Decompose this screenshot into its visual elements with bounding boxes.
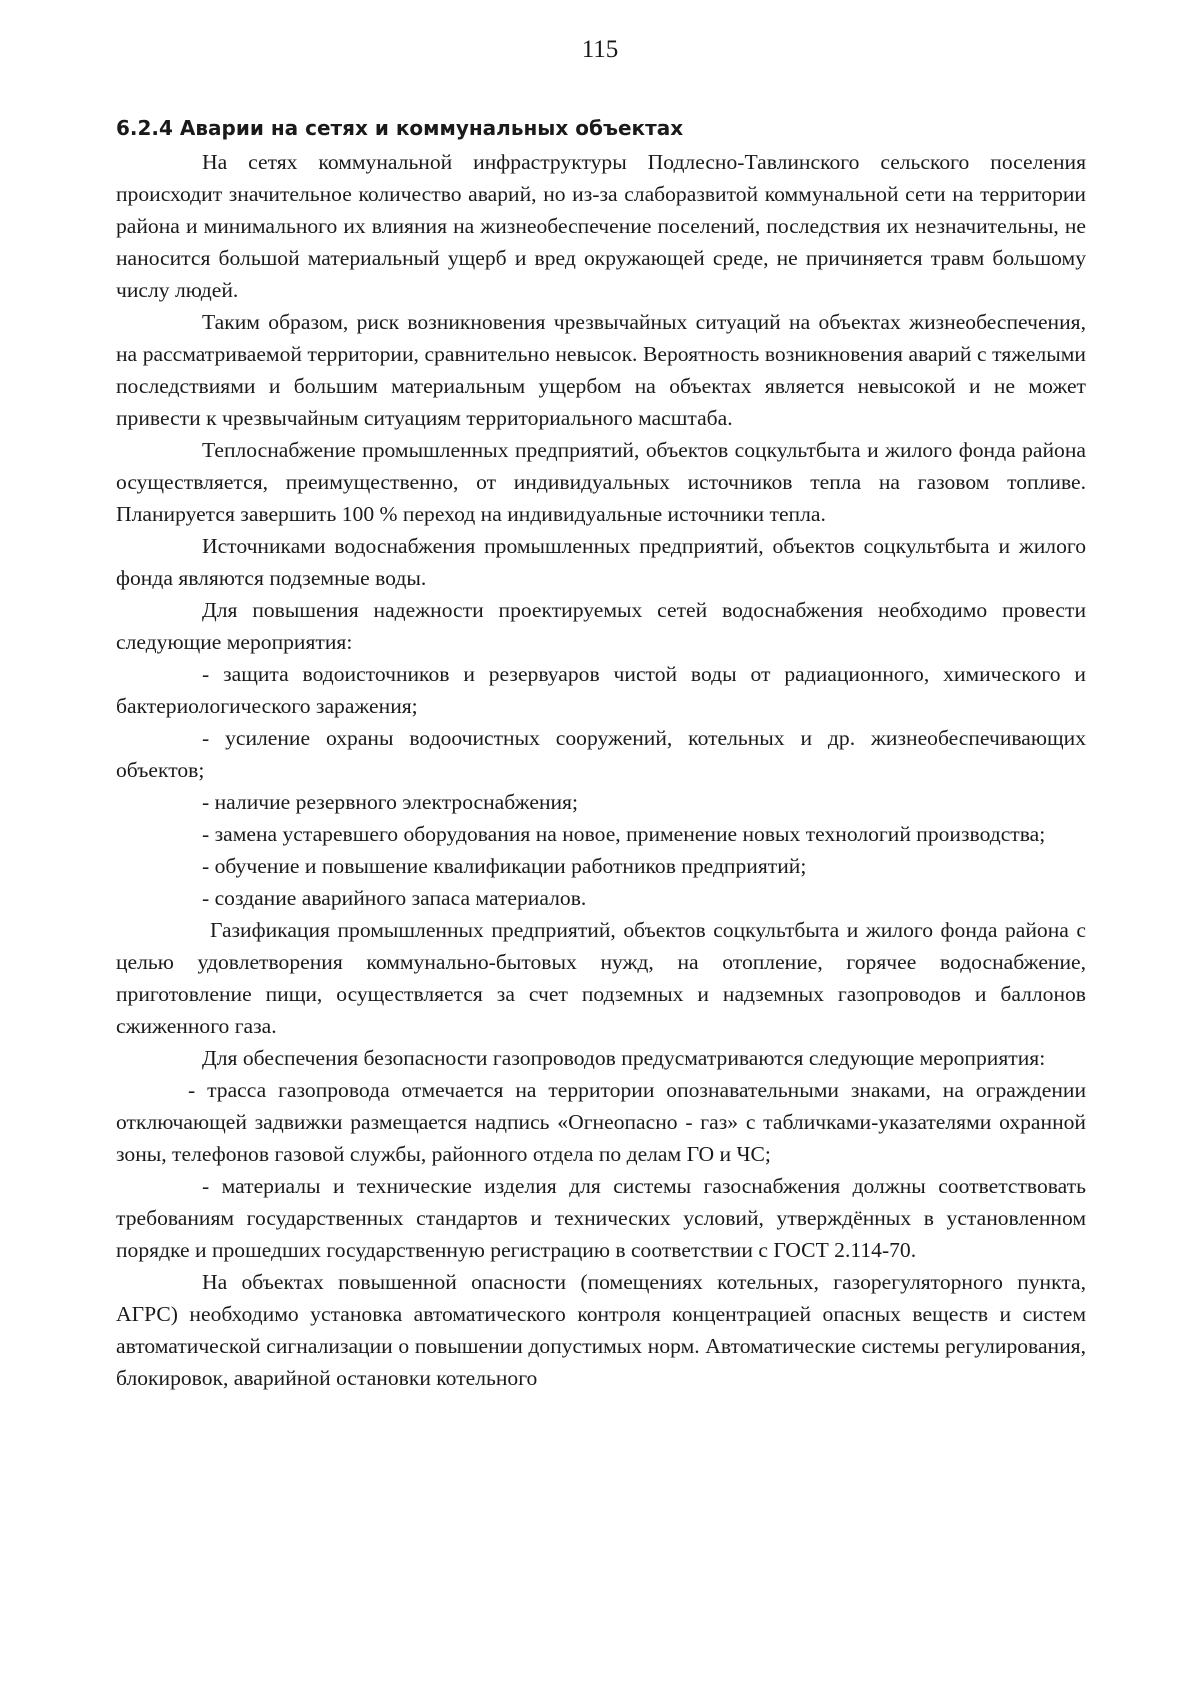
list-item: - создание аварийного запаса материалов.: [202, 886, 587, 910]
list-item: - трасса газопровода отмечается на территории опознавательными знаками, на ограждении отключающей задвижки размещается надпись «Огнеопасно - газ» с табличками-указателями охранной зоны, телефонов газовой службы, районного отдела по делам ГО и ЧС;: [116, 1078, 1086, 1166]
document-body: [116, 146, 1086, 1394]
list-item: - материалы и технические изделия для системы газоснабжения должны соответствовать требованиям государственных стандартов и технических условий, утверждённых в установленном порядке и прошедших государственную регистрацию в соответствии с ГОСТ 2.114-70.: [116, 1174, 1086, 1262]
paragraph-1: На сетях коммунальной инфраструктуры Подлесно-Тавлинского сельского поселения происходит значительное количество аварий, но из-за слаборазвитой коммунальной сети на территории района и минимального их влияния на жизнеобеспечение поселений, последствия их незначительны, не наносится большой материальный ущерб и вред окружающей среде, не причиняется травм большому числу людей.: [116, 150, 1086, 302]
list-item: - усиление охраны водоочистных сооружений, котельных и др. жизнеобеспечивающих объектов;: [116, 726, 1086, 782]
list-item: - защита водоисточников и резервуаров чистой воды от радиационного, химического и бактериологического заражения;: [116, 662, 1086, 718]
paragraph-6: Газификация промышленных предприятий, объектов соцкультбыта и жилого фонда района с целью удовлетворения коммунально-бытовых нужд, на отопление, горячее водоснабжение, приготовление пищи, осуществляется за счет подземных и надземных газопроводов и баллонов сжиженного газа.: [116, 918, 1086, 1038]
paragraph-2: Таким образом, риск возникновения чрезвычайных ситуаций на объектах жизнеобеспечения, на рассматриваемой территории, сравнительно невысок. Вероятность возникновения аварий с тяжелыми последствиями и большим материальным ущербом на объектах является невысокой и не может привести к чрезвычайным ситуациям территориального масштаба.: [116, 310, 1086, 430]
list-item: - обучение и повышение квалификации работников предприятий;: [202, 854, 807, 878]
list-item: - замена устаревшего оборудования на новое, применение новых технологий производства;: [202, 822, 1046, 846]
paragraph-3: Теплоснабжение промышленных предприятий, объектов соцкультбыта и жилого фонда района осуществляется, преимущественно, от индивидуальных источников тепла на газовом топливе. Планируется завершить 100 % переход на индивидуальные источники тепла.: [116, 438, 1086, 526]
paragraph-5: Для повышения надежности проектируемых сетей водоснабжения необходимо провести следующие мероприятия:: [116, 598, 1086, 654]
paragraph-7: Для обеспечения безопасности газопроводов предусматриваются следующие мероприятия:: [202, 1046, 1046, 1070]
paragraph-4: Источниками водоснабжения промышленных предприятий, объектов соцкультбыта и жилого фонда являются подземные воды.: [116, 534, 1086, 590]
section-heading: 6.2.4 Аварии на сетях и коммунальных объектах: [116, 116, 684, 140]
list-item: - наличие резервного электроснабжения;: [202, 790, 578, 814]
paragraph-8: На объектах повышенной опасности (помещениях котельных, газорегуляторного пункта, АГРС) необходимо установка автоматического контроля концентрацией опасных веществ и систем автоматической сигнализации о повышении допустимых норм. Автоматические системы регулирования, блокировок, аварийной остановки котельного: [116, 1270, 1086, 1390]
page-number: 115: [581, 36, 619, 63]
